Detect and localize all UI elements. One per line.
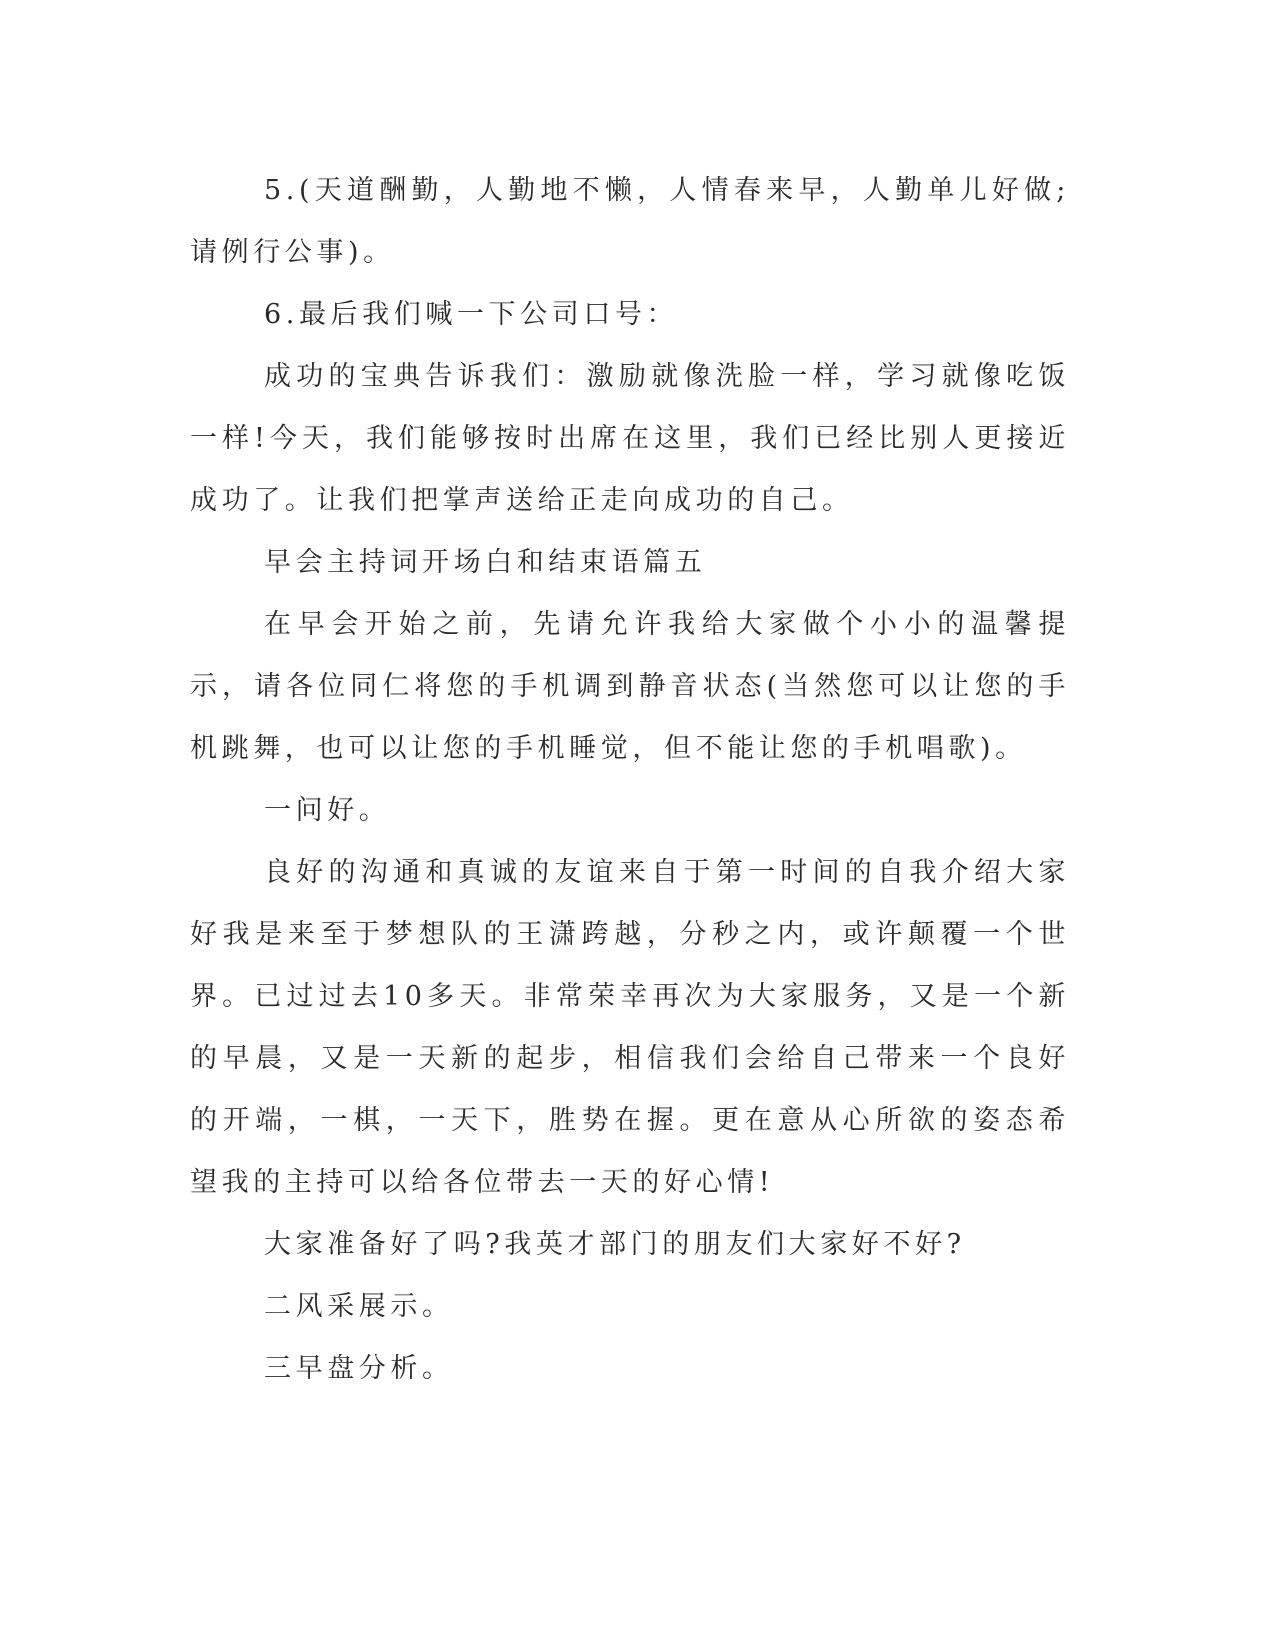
paragraph-phone-reminder: 在早会开始之前，先请允许我给大家做个小小的温馨提示，请各位同仁将您的手机调到静音状态(当然您可以让您的手机跳舞，也可以让您的手机睡觉，但不能让您的手机唱歌)。 [190, 609, 1070, 764]
paragraph-self-introduction: 良好的沟通和真诚的友谊来自于第一时间的自我介绍大家好我是来至于梦想队的王潇跨越，分秒之内，或许颠覆一个世界。已过过去10多天。非常荣幸再次为大家服务，又是一个新的早晨，又是一天新的起步，相信我们会给自己带来一个良好的开端，一棋，一天下，胜势在握。更在意从心所欲的姿态希望我的主持可以给各位带去一天的好心情! [190, 857, 1070, 1198]
paragraph-greeting-step: 一问好。 [264, 795, 391, 826]
paragraph-item-5: 5.(天道酬勤，人勤地不懒，人情春来早，人勤单儿好做;请例行公事)。 [190, 175, 1070, 268]
section-heading-part-five: 早会主持词开场白和结束语篇五 [264, 547, 707, 578]
paragraph-item-6-slogan-intro: 6.最后我们喊一下公司口号： [264, 299, 679, 330]
paragraph-success-slogan: 成功的宝典告诉我们：激励就像洗脸一样，学习就像吃饭一样!今天，我们能够按时出席在这里，我们已经比别人更接近成功了。让我们把掌声送给正走向成功的自己。 [190, 361, 1070, 516]
paragraph-ready-question: 大家准备好了吗?我英才部门的朋友们大家好不好? [264, 1229, 966, 1260]
document-body [190, 160, 1070, 1400]
paragraph-showcase-step: 二风采展示。 [264, 1291, 454, 1322]
paragraph-market-analysis-step: 三早盘分析。 [264, 1353, 454, 1384]
